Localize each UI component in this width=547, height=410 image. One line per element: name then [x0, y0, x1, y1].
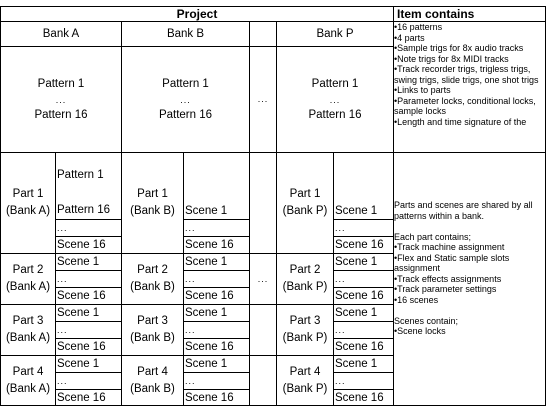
scene-last: Scene 16 [185, 392, 234, 404]
part-bank: (Bank A) [5, 205, 51, 217]
part-bank: (Bank P) [282, 281, 328, 293]
item-contains-header: Item contains [397, 7, 475, 21]
ellipsis: ... [335, 325, 346, 335]
bank-p-header: Bank P [316, 27, 354, 40]
pattern-ellipsis: ... [329, 94, 341, 105]
scene-last: Scene 16 [57, 290, 106, 302]
part-label: Part 3 [12, 315, 44, 327]
part-bank: (Bank A) [5, 382, 51, 395]
part-label: Part 1 [137, 188, 168, 200]
part-bank: (Bank B) [130, 332, 175, 344]
gap-ellipsis: ... [257, 273, 269, 284]
scene-last: Scene 16 [335, 239, 384, 251]
list-item: •Length and time signature of the [394, 116, 527, 127]
note-line: •Scene locks [394, 326, 446, 336]
part-2-bank-a [1, 254, 55, 304]
ellipsis: ... [185, 223, 196, 233]
scene-last: Scene 16 [335, 341, 384, 353]
pattern-ellipsis: ... [55, 94, 67, 105]
scene-last: Scene 16 [335, 290, 384, 302]
part-4-bank-a [1, 356, 55, 405]
ellipsis: ... [335, 223, 346, 233]
scene-last: Scene 16 [57, 392, 106, 404]
pattern-last: Pattern 16 [158, 108, 213, 121]
part-4-bank-b [122, 356, 183, 405]
part-bank: (Bank P) [282, 205, 328, 217]
list-item: •16 patterns [394, 22, 443, 32]
ellipsis: ... [335, 274, 346, 284]
part-label: Part 3 [289, 315, 321, 327]
scene-last: Scene 16 [185, 239, 234, 251]
pattern-contains-list [394, 22, 545, 150]
ellipsis: ... [57, 376, 68, 386]
note-spacer [394, 305, 545, 316]
list-item: •Parameter locks, conditional locks, sample locks [394, 95, 536, 116]
part-4-bank-p [277, 356, 333, 405]
part-notes [394, 200, 545, 360]
pattern-last: Pattern 16 [34, 108, 88, 121]
scene-first: Scene 1 [185, 205, 228, 217]
note-line: Parts and scenes are shared by all patterns within a bank. [394, 200, 533, 221]
part-label: Part 2 [12, 264, 44, 276]
part-1-bank-p [277, 153, 333, 253]
scene-first: Scene 1 [57, 256, 100, 268]
part-bank: (Bank B) [130, 382, 175, 395]
scene-last: Scene 16 [57, 239, 106, 251]
scene-first: Scene 1 [185, 307, 228, 319]
part-label: Part 4 [12, 365, 44, 378]
scene-first: Scene 1 [185, 256, 228, 268]
part-label: Part 1 [12, 188, 44, 200]
scene-last: Scene 16 [57, 341, 106, 353]
part-2-bank-p [277, 254, 333, 304]
part-bank: (Bank P) [282, 382, 328, 395]
part-3-bank-a [1, 305, 55, 355]
list-item: •Links to parts [394, 85, 451, 95]
grid-line [55, 152, 56, 406]
scene-first: Scene 1 [335, 358, 378, 370]
grid-line [333, 152, 334, 406]
scene-first: Scene 1 [335, 256, 378, 268]
note-line: •Track parameter settings [394, 284, 497, 294]
scene-last: Scene 16 [185, 290, 234, 302]
ellipsis: ... [57, 274, 68, 284]
scene-last: Scene 16 [335, 392, 384, 404]
grid-line [183, 152, 184, 406]
note-line: Scenes contain; [394, 315, 459, 326]
part-label: Part 3 [137, 315, 168, 327]
part-bank: (Bank B) [130, 205, 175, 217]
note-line: •Track machine assignment [394, 242, 505, 252]
ellipsis: ... [57, 223, 68, 233]
pattern-ellipsis: ... [180, 94, 191, 105]
ellipsis: ... [57, 325, 68, 335]
pattern-row-first: Pattern 1 [57, 169, 104, 181]
pattern-row-last: Pattern 16 [57, 204, 111, 216]
bank-a-header: Bank A [42, 27, 80, 40]
part-label: Part 2 [289, 264, 321, 276]
list-item: •Sample trigs for 8x audio tracks [394, 43, 524, 53]
scene-first: Scene 1 [57, 307, 100, 319]
ellipsis: ... [185, 325, 196, 335]
part-3-bank-p [277, 305, 333, 355]
bank-p-patterns [277, 47, 393, 152]
grid-line [545, 6, 546, 406]
scene-first: Scene 1 [57, 358, 100, 370]
scene-first: Scene 1 [335, 205, 378, 217]
note-line: •Track effects assignments [394, 273, 502, 284]
part-1-bank-b [122, 153, 183, 253]
part-3-bank-b [122, 305, 183, 355]
part-label: Part 1 [289, 188, 321, 200]
grid-line [0, 152, 546, 153]
part-bank: (Bank P) [282, 332, 328, 344]
scene-first: Scene 1 [335, 307, 378, 319]
bank-a-patterns [1, 47, 121, 152]
ellipsis: ... [185, 274, 196, 284]
pattern-first: Pattern 1 [311, 77, 359, 90]
part-label: Part 4 [289, 365, 321, 378]
part-label: Part 2 [137, 264, 168, 276]
bank-b-patterns [122, 47, 249, 152]
pattern-first: Pattern 1 [37, 77, 85, 90]
pattern-last: Pattern 16 [308, 108, 362, 121]
part-2-bank-b [122, 254, 183, 304]
list-item: •4 parts [394, 32, 425, 43]
part-bank: (Bank A) [5, 332, 51, 344]
gap-ellipsis: ... [257, 94, 269, 104]
note-spacer [394, 221, 545, 232]
grid-line [0, 405, 546, 406]
list-item: •Note trigs for 8x MIDI tracks [394, 53, 509, 64]
ellipsis: ... [335, 376, 346, 386]
project-header: Project [176, 6, 218, 21]
part-1-bank-a [1, 153, 55, 253]
part-bank: (Bank B) [130, 281, 175, 293]
bank-b-header: Bank B [166, 27, 205, 40]
scene-last: Scene 16 [185, 341, 234, 353]
scene-first: Scene 1 [185, 358, 228, 370]
note-line: •16 scenes [394, 294, 439, 305]
ellipsis: ... [185, 376, 196, 386]
note-line: Each part contains; [394, 231, 472, 242]
part-bank: (Bank A) [5, 281, 51, 293]
note-line: •Flex and Static sample slots assignment [394, 252, 510, 273]
part-label: Part 4 [137, 365, 168, 378]
pattern-first: Pattern 1 [162, 77, 209, 90]
list-item: •Track recorder trigs, trigless trigs, swing trigs, slide trigs, one shot trigs [394, 64, 539, 85]
